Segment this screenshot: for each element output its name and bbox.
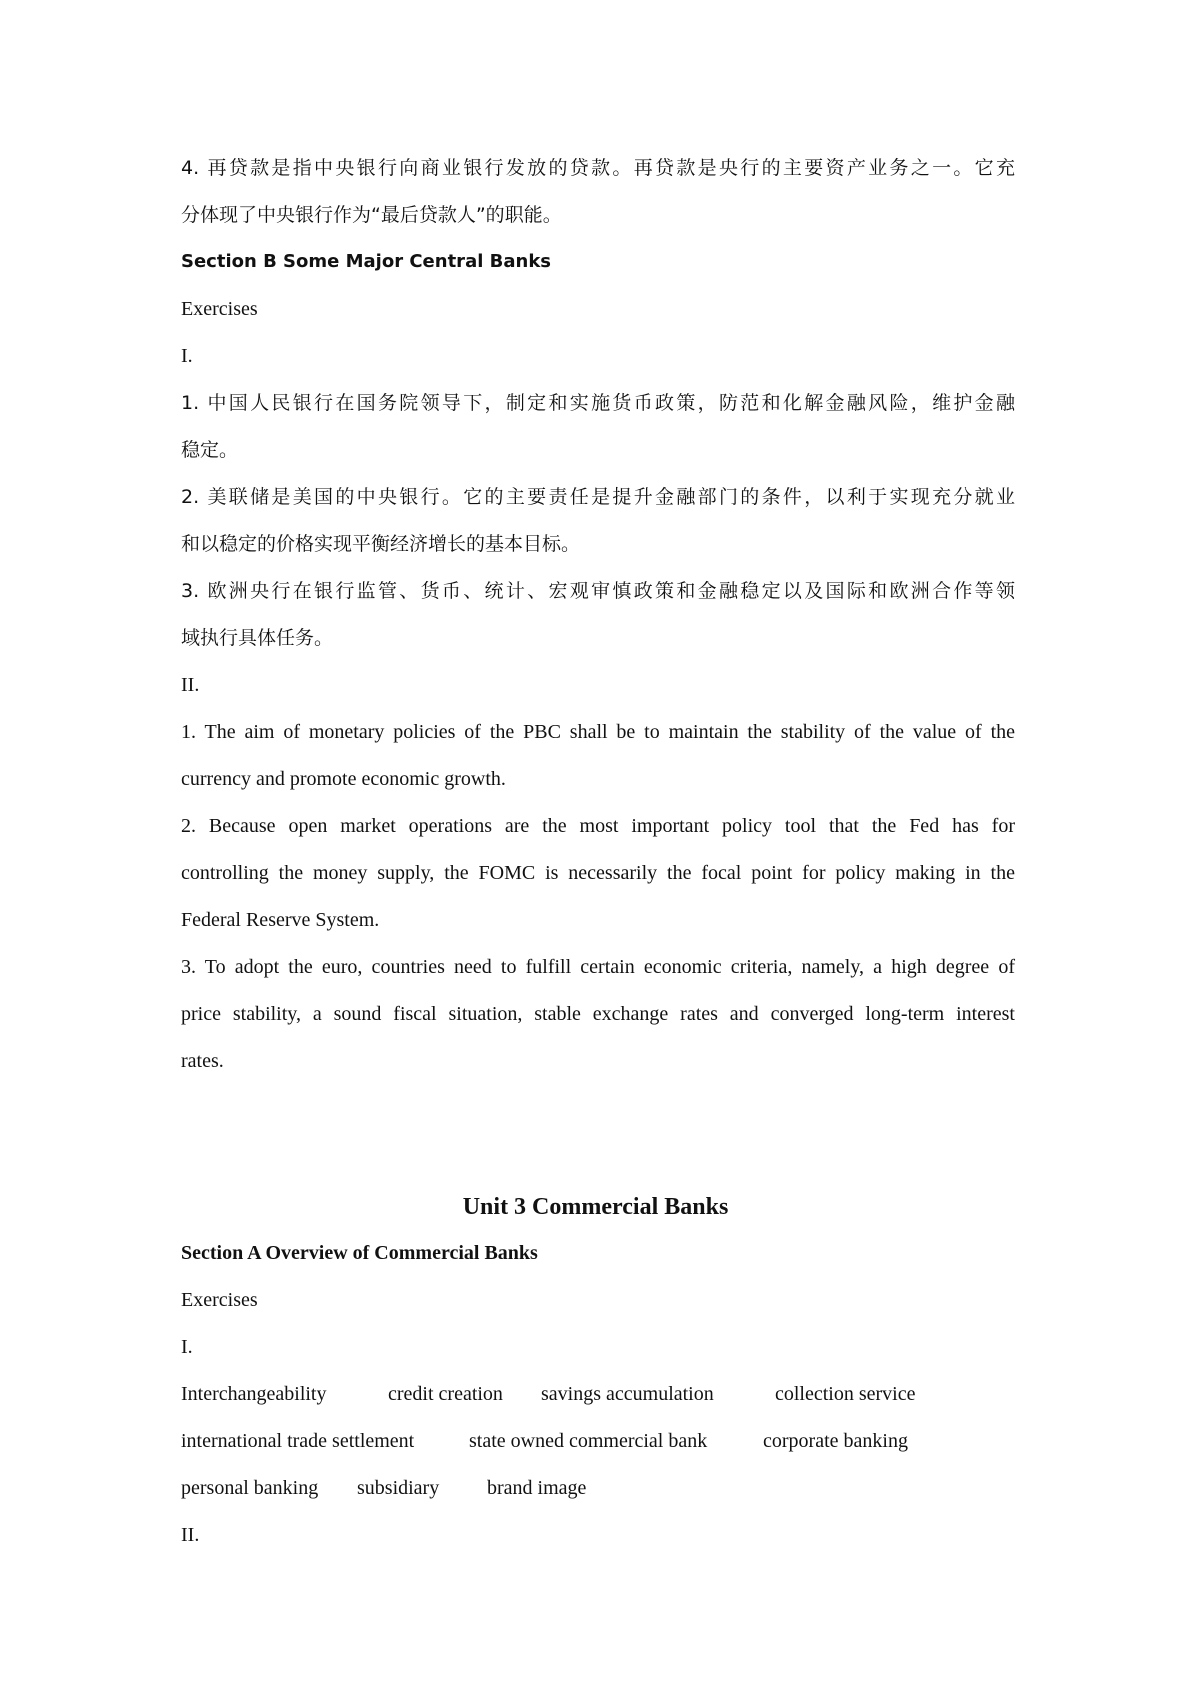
paragraph-line: controlling the money supply, the FOMC is necessarily the focal point for policy making in the xyxy=(181,862,1015,884)
paragraph-line: currency and promote economic growth. xyxy=(181,768,506,790)
term: corporate banking xyxy=(763,1430,908,1452)
part-label: I. xyxy=(181,345,193,367)
part-label: II. xyxy=(181,674,200,696)
term: savings accumulation xyxy=(541,1383,714,1405)
paragraph-line: 2. 美联储是美国的中央银行。它的主要责任是提升金融部门的条件，以利于实现充分就业 xyxy=(181,486,1015,508)
term: international trade settlement xyxy=(181,1430,415,1452)
paragraph-line: 稳定。 xyxy=(181,439,239,461)
unit-title: Unit 3 Commercial Banks xyxy=(462,1194,729,1220)
paragraph-line: 2. Because open market operations are the most important policy tool that the Fed has for xyxy=(181,815,1015,837)
paragraph-line: 3. 欧洲央行在银行监管、货币、统计、宏观审慎政策和金融稳定以及国际和欧洲合作等领 xyxy=(181,580,1015,602)
paragraph-line: 域执行具体任务。 xyxy=(181,627,334,649)
section-heading: Section A Overview of Commercial Banks xyxy=(181,1242,538,1264)
term: Interchangeability xyxy=(181,1383,327,1405)
part-label: I. xyxy=(181,1336,193,1358)
paragraph-line: rates. xyxy=(181,1050,224,1072)
term: state owned commercial bank xyxy=(469,1430,708,1452)
exercises-label: Exercises xyxy=(181,1289,258,1311)
paragraph-line: 4. 再贷款是指中央银行向商业银行发放的贷款。再贷款是央行的主要资产业务之一。它充 xyxy=(181,157,1015,179)
term: brand image xyxy=(487,1477,587,1499)
term: subsidiary xyxy=(357,1477,440,1499)
paragraph-line: Federal Reserve System. xyxy=(181,909,380,931)
part-label: II. xyxy=(181,1524,200,1546)
paragraph-line: price stability, a sound fiscal situation, stable exchange rates and converged long-term interest xyxy=(181,1003,1015,1025)
paragraph-line: 分体现了中央银行作为“最后贷款人”的职能。 xyxy=(181,204,562,226)
paragraph-line: 和以稳定的价格实现平衡经济增长的基本目标。 xyxy=(181,533,581,555)
exercises-label: Exercises xyxy=(181,298,258,320)
section-heading: Section B Some Major Central Banks xyxy=(181,251,552,272)
term: credit creation xyxy=(388,1383,503,1405)
paragraph-line: 1. The aim of monetary policies of the PBC shall be to maintain the stability of the value of the xyxy=(181,721,1015,743)
term: collection service xyxy=(775,1383,916,1405)
term: personal banking xyxy=(181,1477,319,1499)
paragraph-line: 1. 中国人民银行在国务院领导下，制定和实施货币政策，防范和化解金融风险，维护金融 xyxy=(181,392,1015,414)
paragraph-line: 3. To adopt the euro, countries need to fulfill certain economic criteria, namely, a high degree of xyxy=(181,956,1015,978)
